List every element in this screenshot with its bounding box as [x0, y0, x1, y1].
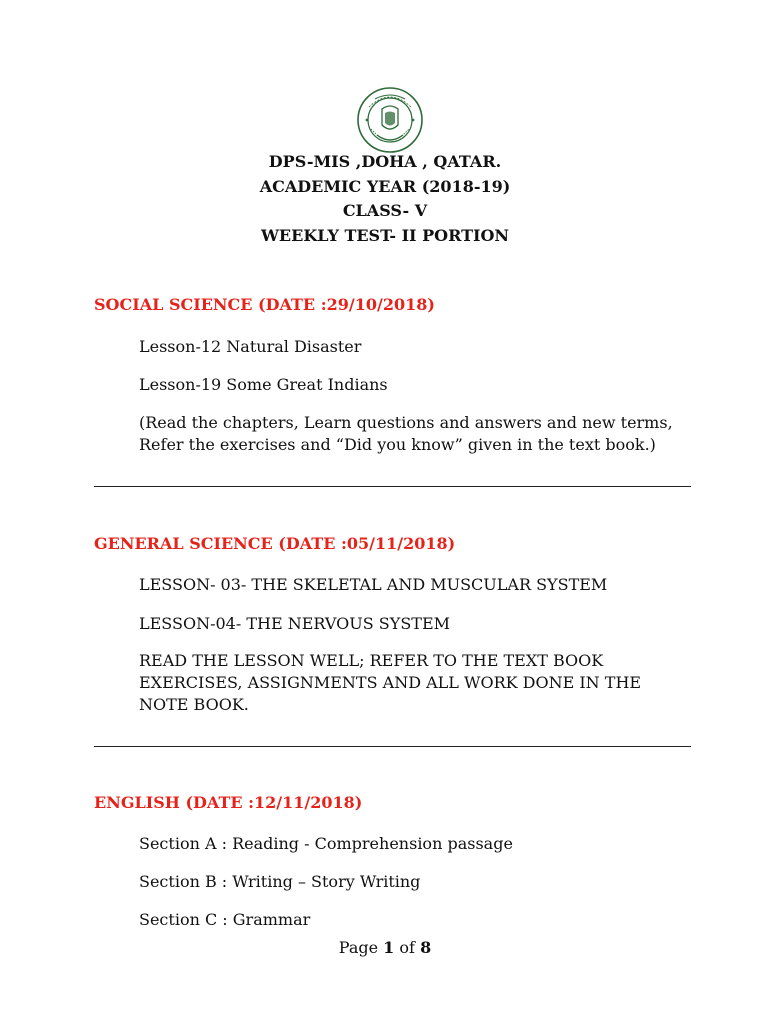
general-science-note-line-1: READ THE LESSON WELL; REFER TO THE TEXT BOOK: [139, 651, 604, 670]
general-science-lesson-2: LESSON-04- THE NERVOUS SYSTEM: [139, 614, 451, 633]
page-label: Page: [338, 938, 379, 957]
general-science-lesson-1: LESSON- 03- THE SKELETAL AND MUSCULAR SYSTEM: [139, 575, 608, 594]
english-title: ENGLISH (DATE :12/11/2018): [94, 793, 363, 812]
english-section-c: Section C : Grammar: [139, 910, 311, 929]
page-footer: [0, 938, 770, 957]
general-science-note-line-3: NOTE BOOK.: [139, 695, 249, 714]
english-section-b: Section B : Writing – Story Writing: [139, 872, 421, 891]
social-science-lesson-1: Lesson-12 Natural Disaster: [139, 337, 362, 356]
general-science-note-line-2: EXERCISES, ASSIGNMENTS AND ALL WORK DONE IN THE: [139, 673, 642, 692]
social-science-note-line-1: (Read the chapters, Learn questions and answers and new terms,: [139, 413, 673, 432]
social-science-lesson-2: Lesson-19 Some Great Indians: [139, 375, 388, 394]
general-science-title: GENERAL SCIENCE (DATE :05/11/2018): [94, 534, 456, 553]
academic-year: ACADEMIC YEAR (2018-19): [259, 176, 511, 196]
class-label: CLASS- V: [342, 201, 428, 220]
section-divider: [94, 746, 691, 747]
document-header: [0, 150, 770, 248]
page-current: 1: [383, 938, 395, 957]
social-science-title: SOCIAL SCIENCE (DATE :29/10/2018): [94, 295, 435, 314]
social-science-note-line-2: Refer the exercises and “Did you know” given in the text book.): [139, 435, 656, 454]
portion-title: WEEKLY TEST- II PORTION: [260, 225, 510, 245]
section-divider: [94, 486, 691, 487]
page-total: 8: [420, 938, 432, 957]
page-of-label: of: [399, 938, 415, 957]
english-section-a: Section A : Reading - Comprehension passage: [139, 834, 513, 853]
school-name: DPS-MIS ,DOHA , QATAR.: [268, 152, 502, 171]
school-emblem-icon: [355, 85, 425, 155]
